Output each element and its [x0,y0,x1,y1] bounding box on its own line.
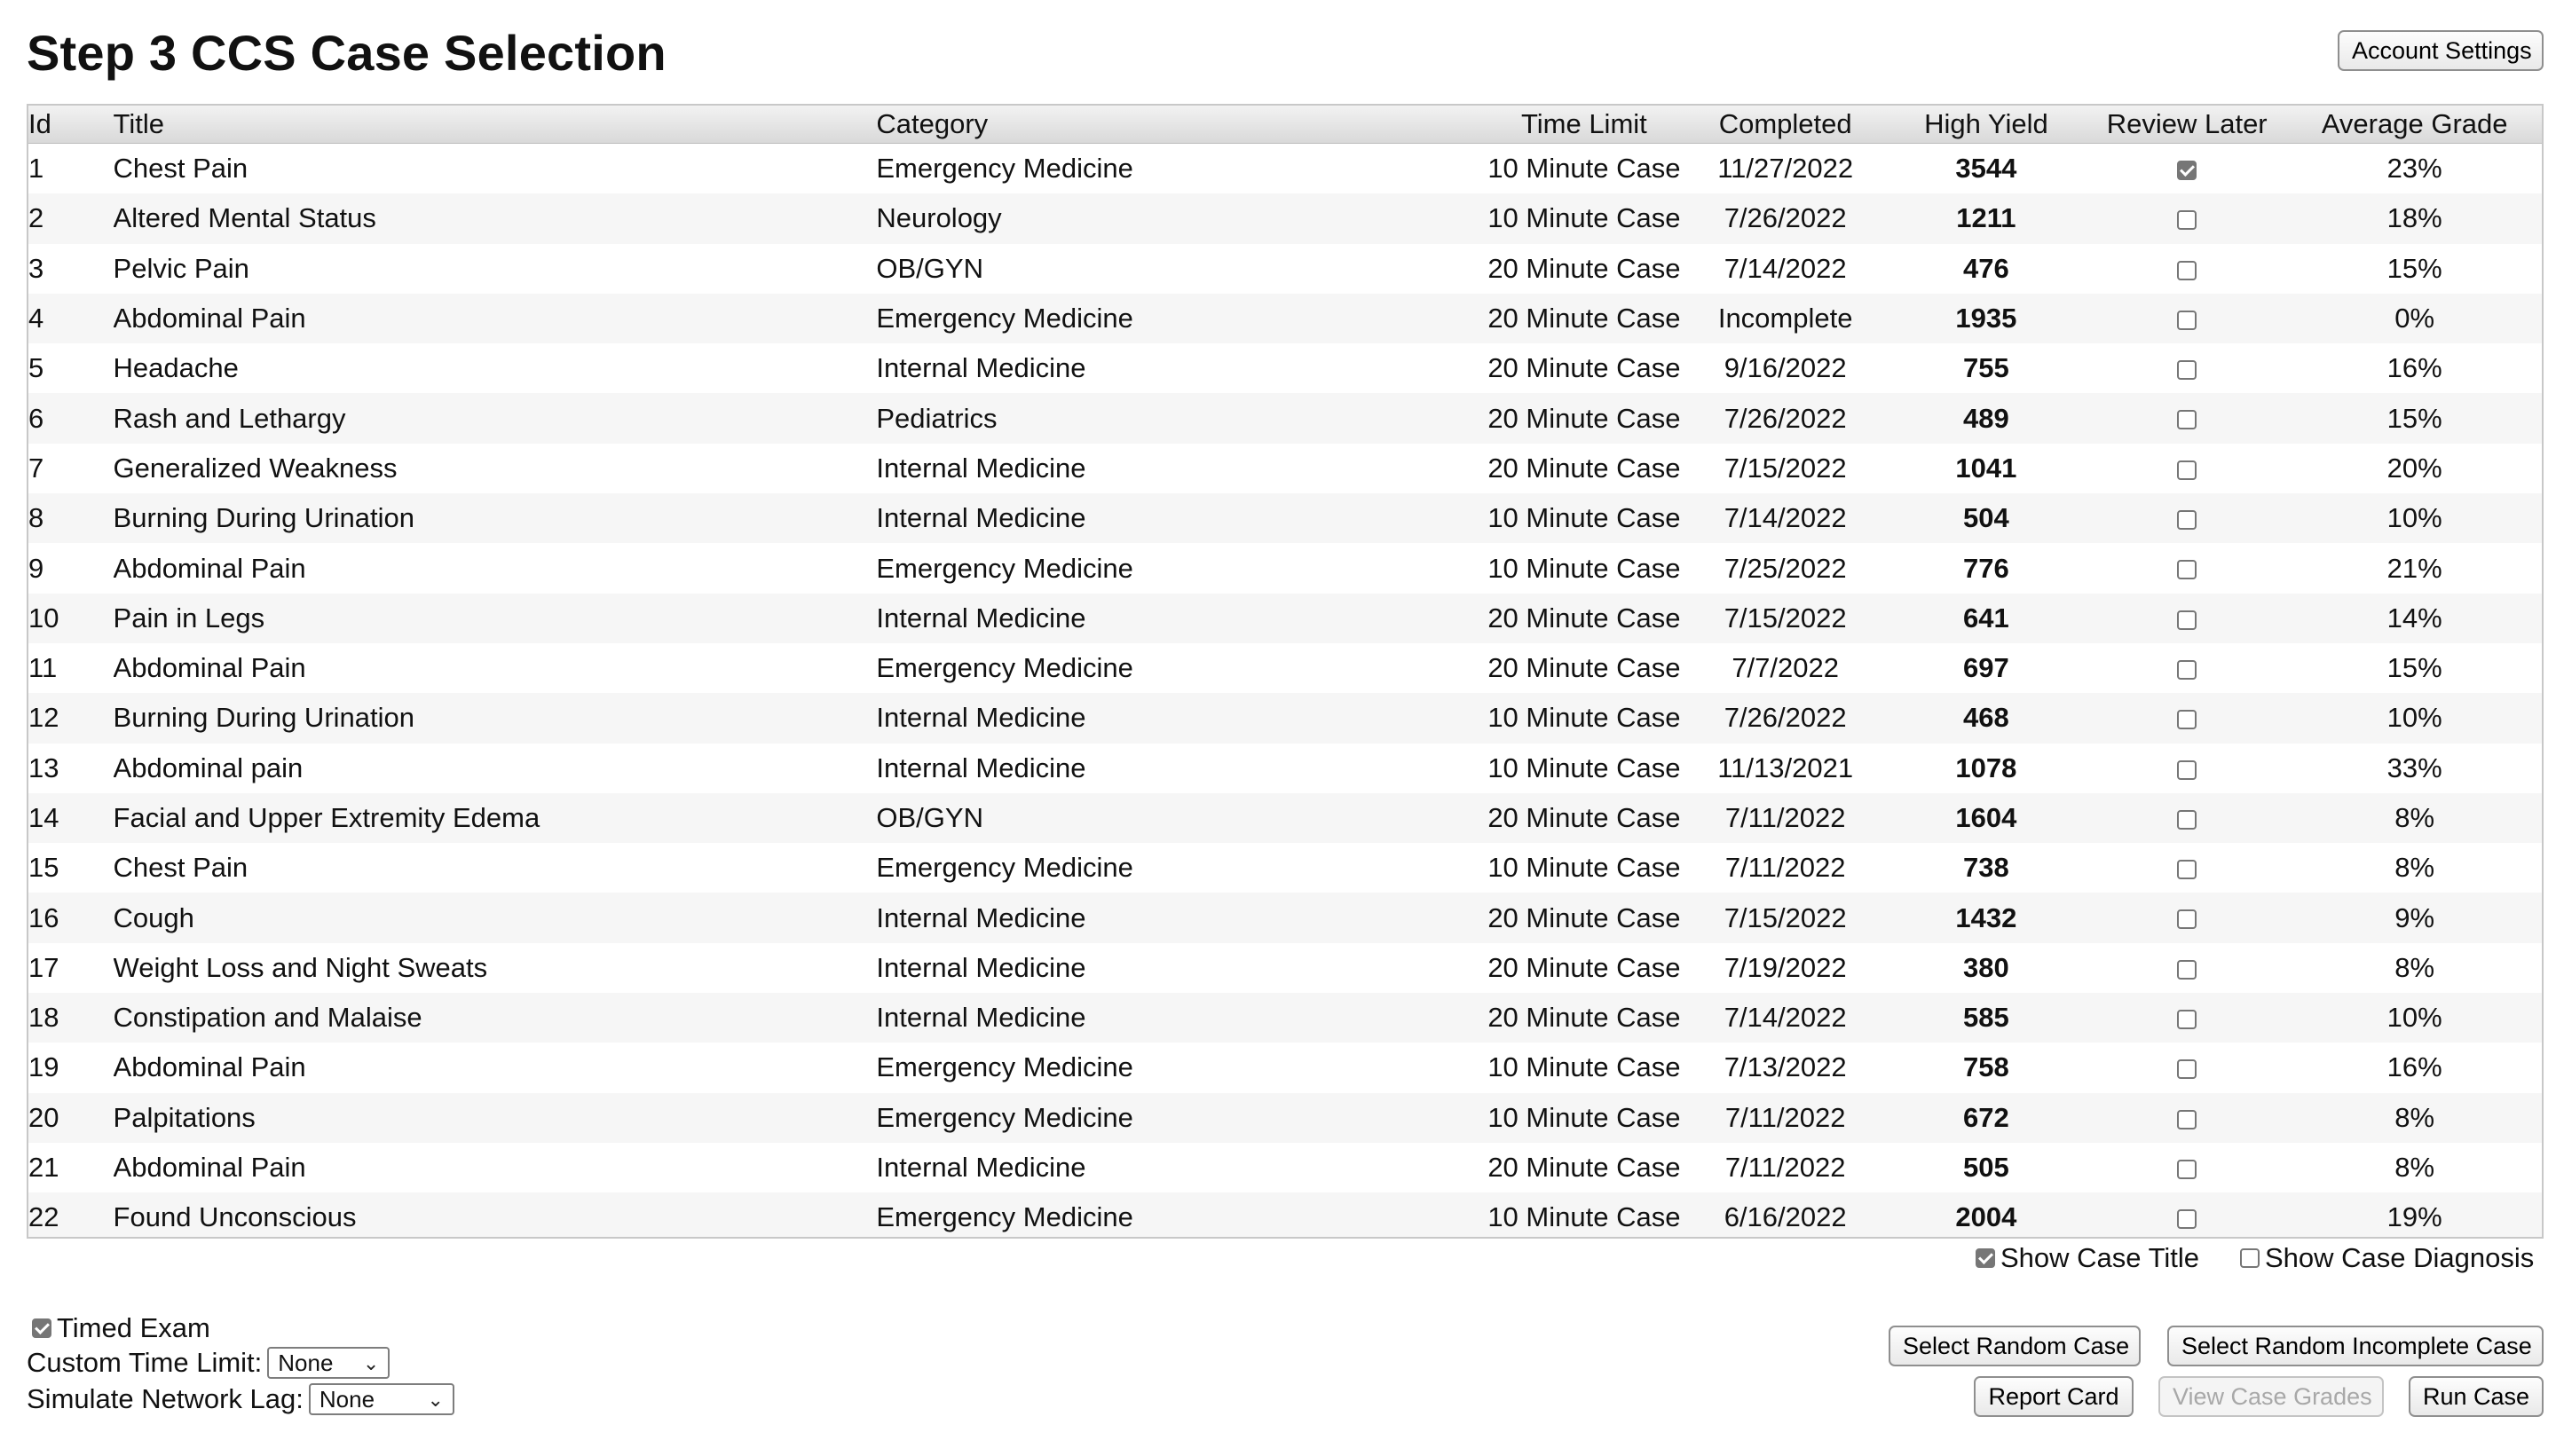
cell-time-limit: 10 Minute Case [1487,752,1681,783]
review-later-checkbox[interactable] [2177,460,2197,480]
table-row[interactable] [28,594,2542,643]
simulate-network-lag-row [27,1381,454,1417]
simulate-network-lag-value: None [319,1385,375,1413]
timed-exam-label: Timed Exam [57,1312,210,1343]
cell-completed: 6/16/2022 [1685,1192,1886,1239]
cell-time-limit: 20 Minute Case [1487,252,1681,284]
cell-average-grade: 14% [2287,594,2542,643]
cell-review-later [2087,843,2287,893]
cell-completed: 7/7/2022 [1732,652,1839,684]
cell-time-limit: 10 Minute Case [1483,193,1684,243]
cell-id: 15 [28,852,59,884]
table-row[interactable] [28,1093,2542,1143]
cell-completed: 7/19/2022 [1724,951,1847,983]
cell-high-yield: 585 [1886,993,2087,1043]
cell-completed: 7/15/2022 [1685,893,1886,942]
cell-title: Generalized Weakness [113,452,398,484]
table-row[interactable] [28,144,2542,194]
cell-completed: 7/25/2022 [1724,552,1847,584]
cell-category: OB/GYN [876,252,983,284]
cell-review-later [2087,643,2287,693]
cell-review-later [2087,693,2287,743]
cell-average-grade: 16% [2386,1051,2442,1083]
cell-review-later [2087,444,2287,493]
cell-category: Internal Medicine [876,951,1086,983]
cell-id: 8 [28,493,114,543]
select-random-incomplete-case-button[interactable]: Select Random Incomplete Case [2167,1326,2544,1366]
cell-category: Neurology [876,193,1483,243]
cell-title: Abdominal Pain [113,652,306,684]
table-row[interactable] [28,343,2542,393]
table-header-row [28,106,2542,144]
cell-category: Emergency Medicine [876,1051,1133,1083]
show-case-title-option[interactable] [1976,1240,2199,1276]
cell-high-yield: 504 [1886,493,2087,543]
cell-title: Abdominal Pain [113,1051,306,1083]
cell-completed: 7/11/2022 [1724,852,1846,884]
cell-average-grade: 0% [2287,294,2542,343]
cell-time-limit: 20 Minute Case [1487,951,1681,983]
column-header-average-grade[interactable]: Average Grade [2287,106,2542,144]
cell-category: Internal Medicine [876,1152,1086,1184]
cell-review-later [2087,1143,2287,1192]
review-later-checkbox[interactable] [2177,710,2197,729]
table-row[interactable] [28,893,2542,942]
column-header-high-yield[interactable]: High Yield [1886,106,2087,144]
cell-average-grade: 8% [2287,793,2542,843]
cell-high-yield: 697 [1963,652,2009,684]
select-random-case-button[interactable]: Select Random Case [1889,1326,2141,1366]
cell-title: Abdominal Pain [114,294,877,343]
cell-average-grade: 15% [2386,652,2442,684]
cell-category: Pediatrics [876,393,1483,443]
table-row[interactable] [28,1192,2542,1239]
cell-average-grade: 8% [2394,852,2435,884]
review-later-checkbox[interactable] [2177,1160,2197,1179]
cell-time-limit: 10 Minute Case [1483,1192,1684,1239]
cell-category: Internal Medicine [876,693,1483,743]
cell-high-yield: 3544 [1955,153,2017,185]
cell-id: 9 [28,552,44,584]
cell-id: 1 [28,153,44,185]
cell-time-limit: 20 Minute Case [1487,452,1681,484]
cell-review-later [2087,1093,2287,1143]
cell-completed: 11/13/2021 [1717,752,1854,783]
cell-id: 3 [28,252,44,284]
view-case-grades-button[interactable]: View Case Grades [2158,1376,2384,1417]
column-header-title[interactable]: Title [114,106,877,144]
cell-title: Headache [113,352,239,384]
cell-review-later [2087,393,2287,443]
cell-completed: 7/11/2022 [1685,793,1886,843]
cell-title: Rash and Lethargy [114,393,877,443]
cell-high-yield: 1604 [1886,793,2087,843]
cell-title: Burning During Urination [114,493,877,543]
review-later-checkbox[interactable] [2177,261,2197,280]
cell-completed: 7/14/2022 [1724,252,1847,284]
cell-high-yield: 672 [1886,1093,2087,1143]
cell-category: Emergency Medicine [876,552,1133,584]
cell-average-grade: 19% [2287,1192,2542,1239]
table-row[interactable] [28,943,2542,993]
cell-id: 10 [28,594,114,643]
table-row[interactable] [28,993,2542,1043]
cell-time-limit: 20 Minute Case [1483,594,1684,643]
cases-table-container[interactable] [27,104,2544,1239]
cell-average-grade: 8% [2394,1152,2435,1184]
review-later-checkbox[interactable] [2177,810,2197,830]
cell-completed: Incomplete [1685,294,1886,343]
cell-title: Burning During Urination [114,693,877,743]
cell-time-limit: 10 Minute Case [1483,693,1684,743]
cell-id: 11 [28,652,58,684]
cell-average-grade: 23% [2386,153,2442,185]
table-row[interactable] [28,193,2542,243]
review-later-checkbox[interactable] [2177,909,2197,929]
cell-average-grade: 10% [2287,993,2542,1043]
cell-high-yield: 1211 [1886,193,2087,243]
table-row[interactable] [28,244,2542,294]
cell-id: 2 [28,193,114,243]
cell-time-limit: 20 Minute Case [1483,893,1684,942]
cell-average-grade: 10% [2287,693,2542,743]
cell-review-later [2087,193,2287,243]
timed-exam-option[interactable] [32,1310,210,1346]
table-row[interactable] [28,843,2542,893]
cell-category: Internal Medicine [876,594,1483,643]
cell-review-later [2087,893,2287,942]
cell-category: OB/GYN [876,793,1483,843]
show-case-diagnosis-checkbox[interactable] [2240,1248,2260,1268]
cell-review-later [2087,594,2287,643]
review-later-checkbox[interactable] [2177,510,2197,530]
cell-completed: 7/11/2022 [1685,1093,1886,1143]
cell-high-yield: 505 [1963,1152,2009,1184]
simulate-network-lag-select[interactable] [309,1383,454,1415]
table-row[interactable] [28,1143,2542,1192]
cell-time-limit: 10 Minute Case [1483,493,1684,543]
cell-category: Internal Medicine [876,352,1086,384]
cell-high-yield: 1078 [1955,752,2017,783]
cell-title: Chest Pain [113,852,248,884]
cell-average-grade: 8% [2287,1093,2542,1143]
cell-category: Emergency Medicine [876,1192,1483,1239]
cell-review-later [2087,943,2287,993]
cell-title: Weight Loss and Night Sweats [113,951,488,983]
cell-review-later [2087,1043,2287,1092]
cell-high-yield: 641 [1886,594,2087,643]
cell-title: Palpitations [114,1093,877,1143]
cell-id: 21 [28,1152,59,1184]
cell-completed: 11/27/2022 [1717,153,1854,185]
cell-id: 7 [28,452,44,484]
cell-high-yield: 489 [1886,393,2087,443]
cell-time-limit: 20 Minute Case [1483,993,1684,1043]
cell-title: Pain in Legs [114,594,877,643]
cell-id: 17 [28,951,59,983]
cell-average-grade: 20% [2386,452,2442,484]
review-later-checkbox[interactable] [2177,960,2197,980]
review-later-checkbox[interactable] [2177,1110,2197,1129]
cell-category: Emergency Medicine [876,153,1133,185]
cell-id: 16 [28,893,114,942]
cell-title: Abdominal Pain [113,1152,306,1184]
cell-completed: 7/14/2022 [1685,493,1886,543]
show-case-diagnosis-label: Show Case Diagnosis [2265,1242,2535,1273]
review-later-checkbox[interactable] [2177,660,2197,680]
cell-average-grade: 10% [2287,493,2542,543]
cell-average-grade: 15% [2386,252,2442,284]
cell-review-later [2087,343,2287,393]
cell-time-limit: 20 Minute Case [1487,352,1681,384]
cell-completed: 7/26/2022 [1685,193,1886,243]
review-later-checkbox[interactable] [2177,560,2197,579]
cell-review-later [2087,793,2287,843]
chevron-down-icon: ⌄ [427,1388,444,1411]
cell-time-limit: 20 Minute Case [1487,652,1681,684]
cell-review-later [2087,993,2287,1043]
page-title: Step 3 CCS Case Selection [27,25,667,81]
cell-completed: 7/14/2022 [1685,993,1886,1043]
cell-id: 12 [28,693,114,743]
column-header-id[interactable]: Id [28,106,114,144]
cell-category: Internal Medicine [876,452,1086,484]
table-body [28,144,2542,1240]
custom-time-limit-row [27,1345,390,1381]
column-header-category[interactable]: Category [876,106,1483,144]
cell-time-limit: 10 Minute Case [1487,1051,1681,1083]
cell-category: Emergency Medicine [876,1093,1483,1143]
table-row[interactable] [28,693,2542,743]
table-row[interactable] [28,294,2542,343]
cell-completed: 7/11/2022 [1724,1152,1846,1184]
show-case-title-label: Show Case Title [2000,1242,2199,1273]
cell-high-yield: 2004 [1886,1192,2087,1239]
cell-average-grade: 9% [2287,893,2542,942]
cell-average-grade: 33% [2386,752,2442,783]
review-later-checkbox[interactable] [2177,311,2197,330]
cell-title: Chest Pain [113,153,248,185]
cases-table [28,106,2542,1239]
cell-average-grade: 21% [2386,552,2442,584]
review-later-checkbox[interactable] [2177,210,2197,230]
review-later-checkbox[interactable] [2177,360,2197,380]
column-header-completed[interactable]: Completed [1685,106,1886,144]
cell-title: Constipation and Malaise [114,993,877,1043]
cell-time-limit: 10 Minute Case [1487,552,1681,584]
review-later-checkbox[interactable] [2177,860,2197,879]
column-header-review-later[interactable]: Review Later [2087,106,2287,144]
simulate-network-lag-label: Simulate Network Lag: [27,1383,304,1414]
cell-title: Found Unconscious [114,1192,877,1239]
cell-time-limit: 10 Minute Case [1487,852,1681,884]
run-case-button[interactable]: Run Case [2409,1376,2544,1417]
show-case-title-checkbox[interactable] [1976,1248,1995,1268]
column-header-time-limit[interactable]: Time Limit [1483,106,1684,144]
review-later-checkbox[interactable] [2177,610,2197,630]
cell-high-yield: 1432 [1886,893,2087,942]
show-case-diagnosis-option[interactable] [2240,1240,2534,1276]
cell-title: Abdominal Pain [113,552,306,584]
cell-category: Internal Medicine [876,752,1086,783]
timed-exam-checkbox[interactable] [32,1318,51,1338]
review-later-checkbox[interactable] [2177,1059,2197,1079]
cell-title: Facial and Upper Extremity Edema [114,793,877,843]
cell-id: 4 [28,294,114,343]
cell-completed: 7/15/2022 [1685,594,1886,643]
table-row[interactable] [28,643,2542,693]
cell-completed: 7/26/2022 [1685,693,1886,743]
cell-time-limit: 20 Minute Case [1487,1152,1681,1184]
cell-category: Emergency Medicine [876,852,1133,884]
cell-category: Internal Medicine [876,993,1483,1043]
review-later-checkbox[interactable] [2177,1209,2197,1229]
custom-time-limit-value: None [278,1349,334,1376]
cell-category: Internal Medicine [876,493,1483,543]
cell-review-later [2087,1192,2287,1239]
cell-completed: 7/13/2022 [1724,1051,1847,1083]
cell-time-limit: 20 Minute Case [1483,393,1684,443]
cell-completed: 7/26/2022 [1685,393,1886,443]
table-row[interactable] [28,493,2542,543]
cell-review-later [2087,543,2287,593]
table-row[interactable] [28,393,2542,443]
cell-high-yield: 1041 [1955,452,2017,484]
account-settings-button[interactable]: Account Settings [2338,30,2544,71]
cell-high-yield: 755 [1963,352,2009,384]
cell-category: Emergency Medicine [876,294,1483,343]
cell-high-yield: 776 [1963,552,2009,584]
review-later-checkbox[interactable] [2177,410,2197,429]
cell-title: Pelvic Pain [113,252,249,284]
table-row[interactable] [28,793,2542,843]
table-row[interactable] [28,744,2542,793]
cell-review-later [2087,744,2287,793]
cell-time-limit: 20 Minute Case [1483,793,1684,843]
table-row[interactable] [28,1043,2542,1092]
table-row[interactable] [28,543,2542,593]
cell-average-grade: 8% [2394,951,2435,983]
cell-high-yield: 758 [1963,1051,2009,1083]
review-later-checkbox[interactable] [2177,161,2197,180]
cell-average-grade: 18% [2287,193,2542,243]
chevron-down-icon: ⌄ [362,1351,380,1374]
cell-high-yield: 468 [1886,693,2087,743]
cell-id: 22 [28,1192,114,1239]
cell-title: Abdominal pain [113,752,304,783]
cell-high-yield: 380 [1963,951,2009,983]
cell-completed: 9/16/2022 [1724,352,1847,384]
cell-title: Altered Mental Status [114,193,877,243]
cell-id: 19 [28,1051,59,1083]
cell-review-later [2087,294,2287,343]
table-row[interactable] [28,444,2542,493]
cell-id: 14 [28,793,114,843]
cell-review-later [2087,244,2287,294]
cell-time-limit: 10 Minute Case [1483,1093,1684,1143]
custom-time-limit-label: Custom Time Limit: [27,1347,263,1378]
cell-id: 20 [28,1093,114,1143]
report-card-button[interactable]: Report Card [1974,1376,2134,1417]
cell-high-yield: 1935 [1886,294,2087,343]
cell-review-later [2087,144,2287,194]
cell-id: 5 [28,352,44,384]
cell-average-grade: 16% [2386,352,2442,384]
cell-review-later [2087,493,2287,543]
cell-high-yield: 738 [1963,852,2009,884]
cell-id: 13 [28,752,59,783]
cell-time-limit: 10 Minute Case [1487,153,1681,185]
cell-title: Cough [114,893,877,942]
review-later-checkbox[interactable] [2177,760,2197,780]
cell-category: Internal Medicine [876,893,1483,942]
cell-time-limit: 20 Minute Case [1483,294,1684,343]
cell-completed: 7/15/2022 [1724,452,1847,484]
review-later-checkbox[interactable] [2177,1010,2197,1029]
cell-category: Emergency Medicine [876,652,1133,684]
cell-id: 18 [28,993,114,1043]
cell-average-grade: 15% [2287,393,2542,443]
custom-time-limit-select[interactable] [267,1347,390,1379]
cell-high-yield: 476 [1963,252,2009,284]
cell-id: 6 [28,393,114,443]
